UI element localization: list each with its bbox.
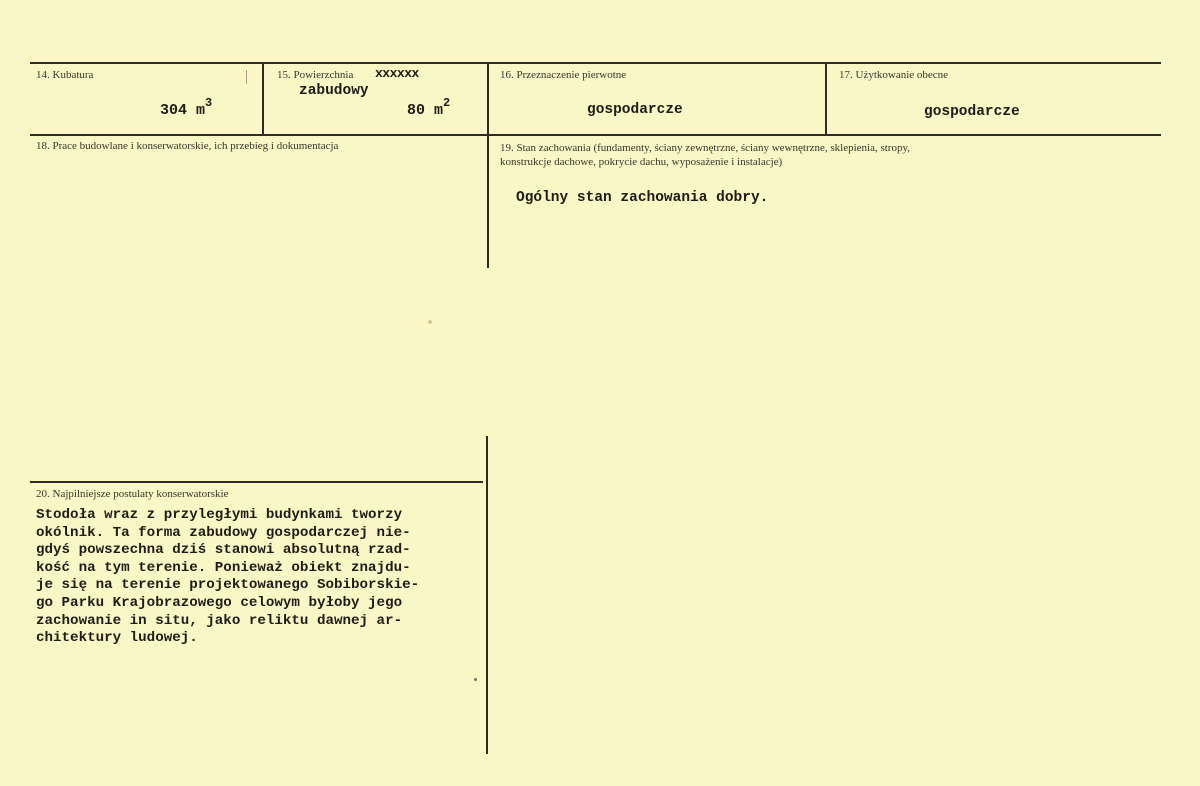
paper-speck [428, 320, 432, 324]
field-16-label: 16. Przeznaczenie pierwotne [500, 69, 627, 81]
field-20-line: chitektury ludowej. [36, 630, 198, 647]
field-20-line: kość na tym terenie. Ponieważ obiekt znajdu- [36, 559, 411, 576]
left-section-rule [30, 481, 483, 483]
field-16-value: gospodarcze [587, 102, 683, 118]
field-19-value: Ogólny stan zachowania dobry. [516, 190, 769, 206]
field-19-label-line-1: 19. Stan zachowania (fundamenty, ściany zewnętrzne, ściany wewnętrzne, sklepienia, stropy, [500, 142, 911, 154]
field-20-line: gdyś powszechna dziś stanowi absolutną rzad- [36, 542, 411, 559]
divider-15-16 [487, 63, 489, 134]
divider-main-lower [486, 436, 488, 754]
field-20-line: Stodoła wraz z przyległymi budynkami tworzy [36, 507, 403, 523]
field-20-line: okólnik. Ta forma zabudowy gospodarczej nie- [36, 524, 411, 541]
field-14-label: 14. Kubatura [36, 69, 94, 81]
field-15-typed-word: zabudowy [299, 83, 369, 99]
field-14-value [160, 98, 212, 119]
field-20-label: 20. Najpilniejsze postulaty konserwatorskie [36, 488, 229, 500]
volume-unit-power: 3 [205, 96, 213, 110]
field-15-value [407, 98, 450, 119]
field-20-text [36, 507, 419, 648]
field-20-line: je się na terenie projektowanego Sobiborskie- [36, 577, 420, 594]
field-19-label-line-2: konstrukcje dachowe, pokrycie dachu, wyposażenie i instalacje) [500, 156, 783, 168]
volume-value: 304 m [160, 102, 206, 119]
field-18-label: 18. Prace budowlane i konserwatorskie, ich przebieg i dokumentacja [36, 140, 339, 152]
header-row-rule [30, 134, 1161, 136]
field-17-value: gospodarcze [924, 104, 1020, 120]
paper-speck [474, 678, 477, 681]
top-rule [30, 62, 1161, 64]
area-unit-power: 2 [443, 96, 451, 110]
area-value: 80 m [407, 102, 444, 119]
field-15-label: 15. Powierzchnia [277, 69, 354, 81]
faint-mark-14 [246, 70, 247, 84]
field-20-line: zachowanie in situ, jako reliktu dawnej ar- [36, 612, 403, 629]
divider-main-upper [487, 136, 489, 268]
divider-14-15 [262, 63, 264, 134]
field-20-line: go Parku Krajobrazowego celowym byłoby jego [36, 594, 403, 611]
field-15-struck-text: xxxxxx [375, 66, 419, 81]
field-17-label: 17. Użytkowanie obecne [839, 69, 949, 81]
divider-16-17 [825, 63, 827, 134]
